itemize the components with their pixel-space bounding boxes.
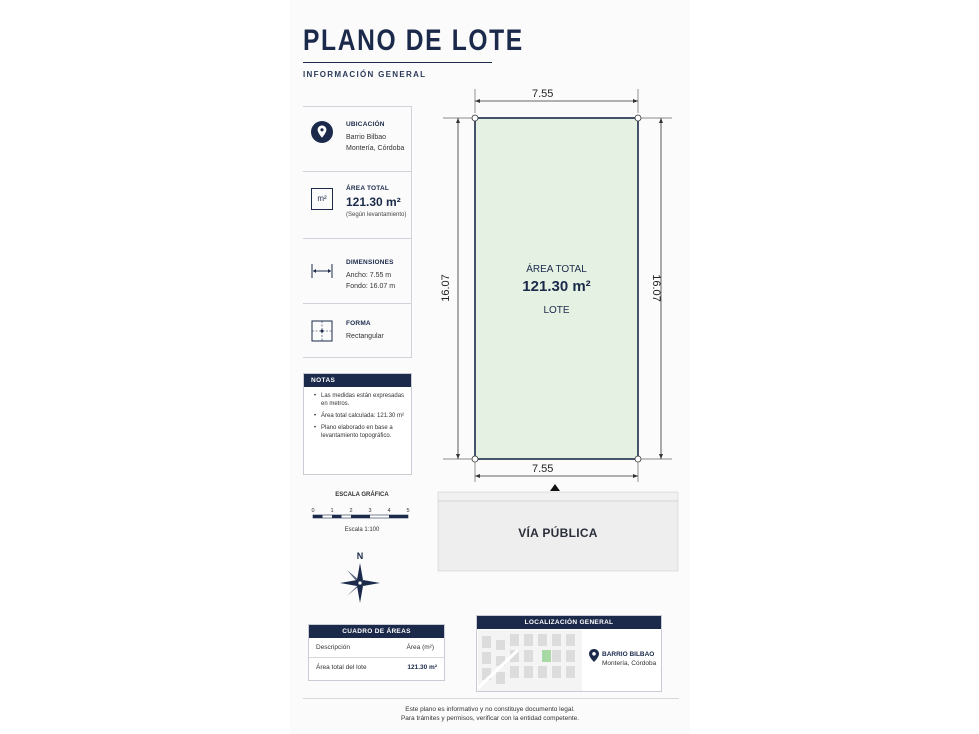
north-label: N	[356, 551, 364, 561]
dimensions-width: Ancho: 7.55 m	[346, 272, 392, 279]
street-map-thumbnail	[478, 630, 582, 691]
area-heading: ÁREA TOTAL	[346, 185, 390, 192]
areas-row-label: Área total del lote	[316, 664, 367, 671]
notes-panel	[303, 373, 412, 475]
scale-tick-label: 2	[349, 508, 353, 514]
location-heading: UBICACIÓN	[346, 121, 385, 128]
dimensions-heading: DIMENSIONES	[346, 259, 394, 266]
note-item: • Las medidas están expresadas en metros.	[314, 392, 405, 408]
lot-location-highlight	[542, 650, 551, 662]
location-line2: Montería, Córdoba	[346, 145, 405, 152]
areas-col-description: Descripción	[316, 644, 350, 651]
lot-area-heading: ÁREA TOTAL	[526, 264, 587, 275]
location-map-city: Montería, Córdoba	[602, 660, 657, 667]
areas-table-header-row	[309, 638, 444, 658]
map-pin-icon	[589, 649, 599, 662]
lot-vertex	[635, 115, 641, 121]
info-dimensions	[303, 239, 412, 304]
lot-area-value: 121.30 m²	[522, 278, 591, 295]
location-map-place: BARRIO BILBAO	[602, 651, 655, 658]
scale-tick-label: 1	[330, 508, 334, 514]
shape-icon	[311, 320, 333, 342]
area-value: 121.30 m²	[346, 195, 401, 209]
scale-tick-label: 4	[387, 508, 391, 514]
sidewalk	[438, 492, 678, 501]
shape-value: Rectangular	[346, 333, 384, 340]
lot-vertex	[472, 456, 478, 462]
scale-title: ESCALA GRÁFICA	[335, 492, 389, 498]
scale-tick-label: 0	[311, 508, 315, 514]
footer-line2: Para trámites y permisos, verificar con la entidad competente.	[400, 715, 580, 722]
scale-label: Escala 1:100	[344, 527, 380, 533]
areas-table-heading: CUADRO DE ÁREAS	[309, 625, 444, 638]
info-shape	[303, 304, 412, 359]
info-panel	[303, 106, 412, 358]
lot-vertex	[472, 115, 478, 121]
dimensions-depth: Fondo: 16.07 m	[346, 283, 396, 290]
area-icon: m²	[311, 188, 333, 210]
location-pin-icon	[311, 121, 333, 143]
areas-col-area: Área (m²)	[406, 644, 434, 651]
dimensions-icon	[311, 260, 333, 282]
footer-disclaimer	[290, 705, 690, 723]
location-map-heading: LOCALIZACIÓN GENERAL	[477, 616, 661, 629]
scale-tick-label: 5	[406, 508, 410, 514]
road-label: VÍA PÚBLICA	[518, 526, 598, 540]
scale-bar	[308, 504, 416, 526]
scale-tick-label: 3	[368, 508, 372, 514]
dim-bottom-label: 7.55	[532, 463, 554, 475]
areas-table	[308, 624, 445, 681]
area-note: (Según levantamiento)	[346, 212, 407, 218]
dim-left-label: 16.07	[440, 274, 452, 302]
compass-rose-icon	[340, 563, 380, 603]
dim-top-label: 7.55	[532, 88, 554, 100]
page-title: PLANO DE LOTE	[303, 24, 524, 57]
title-underline	[303, 62, 492, 63]
lot-name: LOTE	[543, 305, 570, 316]
lot-vertex	[635, 456, 641, 462]
shape-heading: FORMA	[346, 320, 371, 327]
location-map-panel	[476, 615, 662, 692]
page-subtitle: INFORMACIÓN GENERAL	[303, 70, 427, 79]
location-map-text	[602, 650, 656, 668]
areas-row-value: 121.30 m²	[407, 664, 437, 671]
dim-right-label: 16.07	[650, 274, 662, 302]
footer-line1: Este plano es informativo y no constituye documento legal.	[405, 706, 575, 713]
note-item: • Área total calculada: 121.30 m²	[314, 412, 405, 420]
notes-list	[304, 387, 411, 440]
notes-heading: NOTAS	[304, 374, 411, 387]
note-item: • Plano elaborado en base a levantamiento topográfico.	[314, 424, 405, 440]
info-location	[303, 107, 412, 172]
table-row	[309, 658, 444, 678]
info-area	[303, 172, 412, 239]
location-line1: Barrio Bilbao	[346, 134, 387, 141]
footer-divider	[303, 698, 679, 699]
